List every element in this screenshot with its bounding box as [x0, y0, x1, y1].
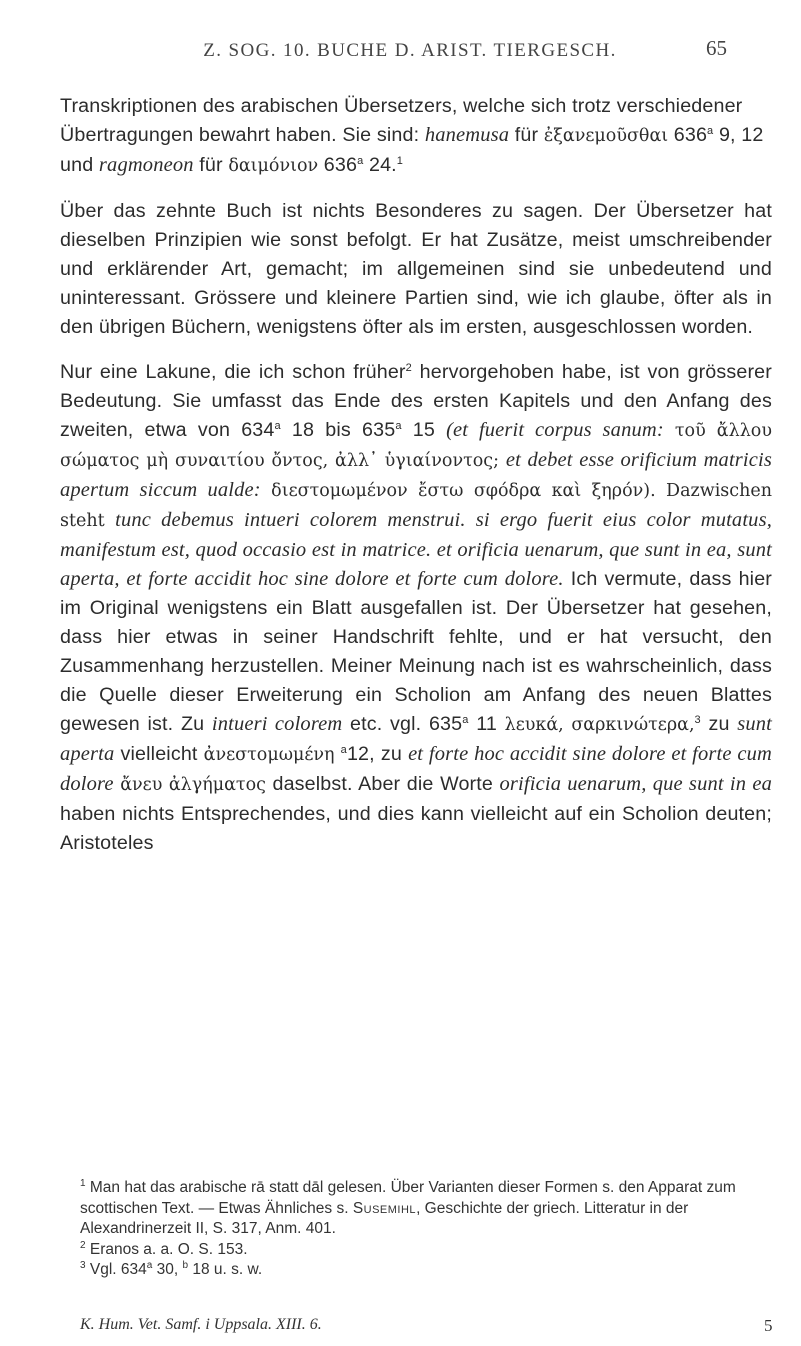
latin-quote: tunc debemus intueri colorem menstrui. si ergo fuerit eius color mutatus, manifestum est, quod occasio est in matrice. et orificia uenarum, que sunt in ea, sunt aperta, et forte accidit hoc sine dolore et forte cum dolore. — [60, 509, 772, 590]
paragraph-2: Über das zehnte Buch ist nichts Besonderes zu sagen. Der Übersetzer hat dieselben Prinzipien wie sonst befolgt. Er hat Zusätze, meist umschreibender und erklärender Art, gemacht; im allgemeinen sind sie unbedeutend und uninteressant. Grössere und kleinere Partien sind, wie ich glaube, öfter als in den übrigen Büchern, wenigstens öfter als im ersten, ausgeschlossen worden. — [60, 200, 772, 338]
footnote-number: 1 — [80, 1178, 86, 1189]
author-name: Susemihl — [352, 1199, 417, 1217]
footnote-number: 3 — [80, 1260, 86, 1271]
text-run: Transkriptionen des arabischen Übersetzers, welche sich trotz verschiedener Übertragungen bewahrt haben. Sie sind: — [60, 95, 743, 146]
footnote-text: Man hat das arabische rā statt dāl gelesen. Über Varianten dieser Formen s. den Apparat zum scottischen Text. — Etwas Ähnliches s. — [80, 1179, 736, 1217]
paragraph-1 — [60, 92, 772, 181]
column-superscript: a — [274, 420, 281, 432]
running-title: Z. SOG. 10. BUCHE D. ARIST. TIERGESCH. — [203, 40, 617, 61]
text-run: Nur eine Lakune, die ich schon früher — [60, 361, 406, 383]
italic-term: ragmoneon — [98, 154, 194, 176]
latin-quote: sunt aperta — [60, 713, 772, 765]
column-superscript: a — [357, 155, 364, 167]
greek-quote: ἄνευ ἀλγήματος — [120, 775, 266, 795]
column-superscript: b — [182, 1260, 189, 1271]
text-run: 15 — [401, 419, 447, 441]
footnote-1 — [60, 1178, 772, 1240]
text-run: für — [193, 154, 229, 176]
latin-quote: et debet esse orificium matricis apertum siccum ualde: — [60, 449, 772, 501]
footnote-text: , Geschichte der griech. Litteratur in der Alexandrinerzeit II, S. 317, Anm. 401. — [80, 1199, 689, 1237]
latin-quote: orificia uenarum, que sunt in ea — [499, 773, 772, 795]
column-superscript: a — [462, 714, 469, 726]
text-run: 11 — [468, 713, 505, 735]
greek-quote: διεστομωμένον ἔστω σφόδρα καὶ ξηρόν). Dazwischen steht — [60, 481, 772, 531]
text-run: 636 — [318, 154, 358, 176]
text-run: Ich vermute, dass hier im Original wenigstens ein Blatt ausgefallen ist. Der Übersetzer hat gesehen, dass hier etwas in seiner Handschrift fehlte, und er hat versucht, den Zusammenhang herzustellen. Meiner Meinung nach ist es wahrscheinlich, dass die Quelle dieser Erweiterung ein Scholion am Anfang des neuen Blattes gewesen ist. Zu — [60, 568, 772, 735]
footnotes — [60, 1178, 772, 1281]
footnote-text: Vgl. 634 — [85, 1261, 147, 1278]
text-run: 18 bis 635 — [280, 419, 396, 441]
text-run: 9, 12 und — [60, 124, 764, 176]
footnote-ref[interactable]: 3 — [694, 714, 701, 726]
greek-word: ἐξανεμοῦσθαι — [543, 126, 669, 146]
greek-quote: τοῦ ἄλλου σώματος μὴ συναιτίου ὄντος, ἀλλ᾽ ὑγιαίνοντος; — [60, 421, 772, 471]
footnote-text: Eranos a. a. O. S. 153. — [85, 1240, 248, 1258]
footnote-ref[interactable]: 2 — [405, 362, 412, 374]
text-run: daselbst. Aber die Worte — [265, 773, 500, 795]
footnote-3 — [60, 1260, 772, 1281]
text-run: 12, zu — [346, 743, 409, 765]
column-superscript: a — [395, 420, 402, 432]
column-superscript: a — [340, 744, 347, 756]
greek-quote: ἀνεστομωμένη — [203, 745, 335, 765]
latin-quote: intueri colorem — [211, 713, 343, 735]
footnote-text: 18 u. s. w. — [188, 1261, 263, 1278]
column-superscript: a — [707, 125, 714, 137]
greek-quote: λευκά, σαρκινώτερα, — [504, 715, 695, 735]
footnote-text: 30, — [152, 1261, 183, 1278]
italic-term: hanemusa — [424, 124, 510, 146]
footnote-ref[interactable]: 1 — [396, 155, 404, 167]
text-run: vielleicht — [114, 743, 204, 765]
footnote-number: 2 — [80, 1239, 86, 1251]
paragraph-3 — [60, 358, 772, 858]
page-number: 65 — [706, 36, 727, 60]
text-run: 24. — [363, 154, 397, 176]
footnote-2 — [60, 1240, 772, 1261]
text-run: haben nichts Entsprechendes, und dies kann vielleicht auf ein Scholion deuten; Aristoteles — [60, 803, 772, 854]
text-run: 636 — [668, 124, 708, 146]
sheet-number: 5 — [764, 1316, 773, 1335]
body-text — [60, 92, 772, 858]
text-run: etc. vgl. 635 — [342, 713, 463, 735]
greek-word: δαιμόνιον — [228, 156, 319, 176]
text-run: für — [509, 124, 544, 146]
text-run: zu — [700, 713, 738, 735]
printer-signature: K. Hum. Vet. Samf. i Uppsala. XIII. 6. — [80, 1316, 322, 1333]
column-superscript: a — [146, 1260, 153, 1271]
latin-quote: et forte hoc accidit sine dolore et forte cum dolore — [60, 743, 772, 795]
text-run: hervorgehoben habe, ist von grösserer Bedeutung. Sie umfasst das Ende des ersten Kapitels und den Anfang des zweiten, etwa von 634 — [60, 361, 772, 441]
latin-quote: (et fuerit corpus sanum: — [446, 419, 664, 441]
